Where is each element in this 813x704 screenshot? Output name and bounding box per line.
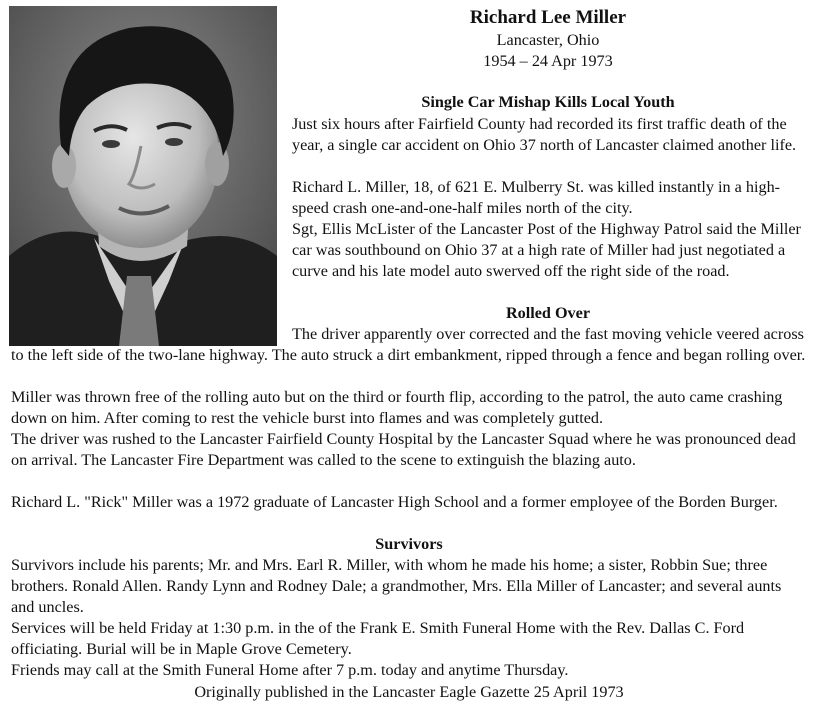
article-paragraph: Survivors include his parents; Mr. and Mrs. Earl R. Miller, with whom he made his home; a sister, Robbin Sue; three brothers. Ronald Allen. Randy Lynn and Rodney Dale; a grandmother, Mrs. Ella Miller of Lancaster; and several aunts and uncles.	[11, 556, 782, 616]
subheading-survivors: Survivors	[375, 535, 443, 553]
article-paragraph: Miller was thrown free of the rolling auto but on the third or fourth flip, according to the patrol, the auto came crashing down on him. After coming to rest the vehicle burst into flames and was completely gutted.	[11, 388, 783, 427]
article-headline: Single Car Mishap Kills Local Youth	[421, 93, 675, 111]
article-paragraph: Richard L. Miller, 18, of 621 E. Mulberry St. was killed instantly in a high-speed crash one-and-one-half miles north of the city.	[292, 178, 781, 217]
article-paragraph: The driver was rushed to the Lancaster Fairfield County Hospital by the Lancaster Squad where he was pronounced dead on arrival. The Lancaster Fire Department was called to the scene to extinguish the blazing auto.	[11, 430, 796, 469]
article-paragraph: Services will be held Friday at 1:30 p.m. in the of the Frank E. Smith Funeral Home with the Rev. Dallas C. Ford officiating. Burial will be in Maple Grove Cemetery.	[11, 619, 745, 658]
publication-source: Originally published in the Lancaster Eagle Gazette 25 April 1973	[194, 683, 624, 701]
subheading-rolled-over: Rolled Over	[505, 304, 591, 322]
article-paragraph: Sgt, Ellis McLister of the Lancaster Post of the Highway Patrol said the Miller car was southbound on Ohio 37 at a high rate of Miller had just negotiated a curve and his late model auto swerved off the right side of the road.	[292, 220, 801, 280]
article-paragraph: The driver apparently over corrected and the fast moving vehicle veered across to the left side of the two-lane highway. The auto struck a dirt embankment, ripped through a fence and began rolling over.	[11, 325, 806, 364]
portrait-image	[9, 6, 277, 346]
deceased-name: Richard Lee Miller	[469, 7, 627, 28]
deceased-location: Lancaster, Ohio	[496, 31, 600, 49]
article-paragraph: Richard L. "Rick" Miller was a 1972 graduate of Lancaster High School and a former employee of the Borden Burger.	[11, 493, 778, 511]
portrait-photo	[9, 6, 277, 346]
life-dates: 1954 – 24 Apr 1973	[483, 52, 613, 70]
article-paragraph: Just six hours after Fairfield County had recorded its first traffic death of the year, a single car accident on Ohio 37 north of Lancaster claimed another life.	[292, 115, 797, 154]
article-paragraph: Friends may call at the Smith Funeral Home after 7 p.m. today and anytime Thursday.	[11, 661, 569, 679]
